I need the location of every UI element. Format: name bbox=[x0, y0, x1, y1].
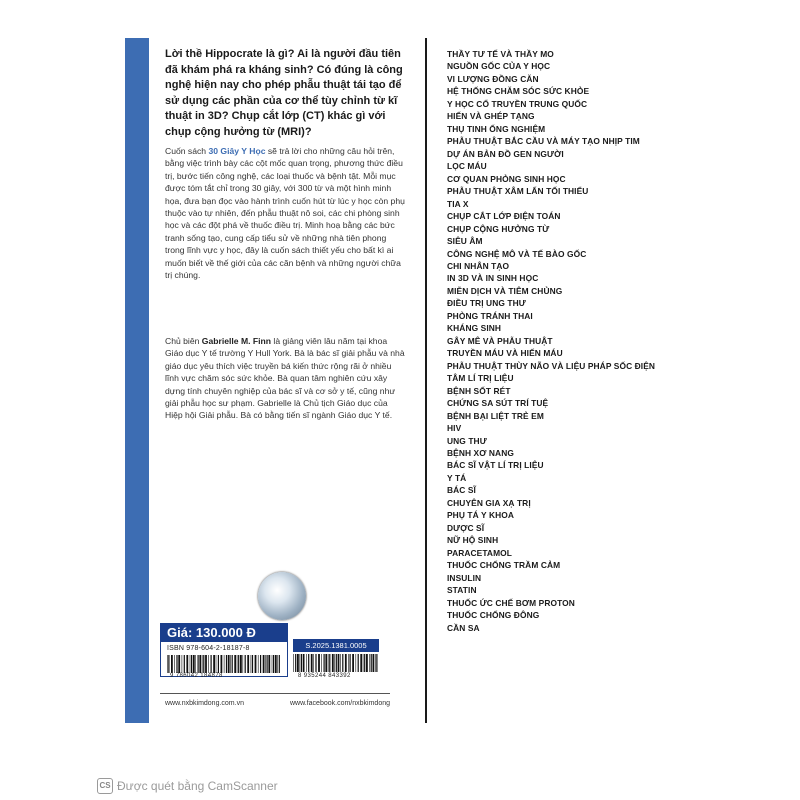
camscanner-watermark bbox=[97, 777, 278, 795]
description-lead: Cuốn sách bbox=[165, 146, 209, 156]
price-box bbox=[160, 623, 288, 677]
toc-item: SIÊU ÂM bbox=[447, 236, 483, 247]
table-of-contents bbox=[447, 48, 697, 634]
toc-item: THUỐC CHỐNG ĐÔNG bbox=[447, 610, 540, 621]
toc-item: PARACETAMOL bbox=[447, 547, 512, 558]
toc-item: HIẾN VÀ GHÉP TẠNG bbox=[447, 111, 535, 122]
isbn-barcode-digits: 9 786042 184878 bbox=[170, 673, 223, 679]
toc-item: CẦN SA bbox=[447, 622, 480, 633]
toc-item: THUỐC ỨC CHẾ BƠM PROTON bbox=[447, 597, 575, 608]
toc-item: CHỤP CỘNG HƯỞNG TỪ bbox=[447, 223, 550, 234]
toc-item: HỆ THỐNG CHĂM SÓC SỨC KHỎE bbox=[447, 86, 590, 97]
footer-divider bbox=[160, 693, 390, 694]
intro-questions: Lời thề Hippocrate là gì? Ai là người đầu tiên đã khám phá ra kháng sinh? Có đúng là công nghệ hiện nay cho phép phẫu thuật tái tạo để sử dụng các phần của cơ thể tùy chỉnh từ kĩ thuật in 3D? Chụp cắt lớp (CT) khác gì với chụp cộng hưởng từ (MRI)? bbox=[165, 48, 403, 138]
toc-item: Y TÁ bbox=[447, 472, 467, 483]
toc-item: NGUỒN GỐC CỦA Y HỌC bbox=[447, 61, 551, 72]
toc-item: PHẪU THUẬT BẮC CẦU VÀ MÁY TẠO NHỊP TIM bbox=[447, 136, 640, 147]
toc-item: TRUYỀN MÁU VÀ HIẾN MÁU bbox=[447, 348, 563, 359]
toc-item: ĐIỀU TRỊ UNG THƯ bbox=[447, 298, 526, 309]
toc-item: VI LƯỢNG ĐỒNG CĂN bbox=[447, 73, 539, 84]
toc-item: Y HỌC CỔ TRUYỀN TRUNG QUỐC bbox=[447, 98, 588, 109]
toc-item: BỆNH BẠI LIỆT TRẺ EM bbox=[447, 410, 544, 421]
author-bio-body: là giảng viên lâu năm tại khoa Giáo dục Y tế trường Y Hull York. Bà là bác sĩ giải phẫu và nhà giáo dục yêu thích việc truyền bá kiến thức rộng rãi ở nhiều lĩnh vực chăm sóc sức khỏe. Bà quan tâm nghiên cứu xây dựng tính chuyên nghiệp của bác sĩ và cơ sở y tế, cũng như giải phẫu học sư phạm. Gabrielle là Chủ tịch Giáo dục của Hiệp hội Giải phẫu. Bà có bằng tiến sĩ ngành Giáo dục Y tế. bbox=[165, 336, 405, 421]
toc-item: NỮ HỘ SINH bbox=[447, 535, 499, 546]
toc-item: BÁC SĨ VẬT LÍ TRỊ LIỆU bbox=[447, 460, 544, 471]
toc-item: TIA X bbox=[447, 198, 469, 209]
watermark-text: Được quét bằng CamScanner bbox=[117, 779, 278, 793]
toc-item: CHI NHÂN TẠO bbox=[447, 260, 510, 271]
toc-item: IN 3D VÀ IN SINH HỌC bbox=[447, 273, 539, 284]
book-description bbox=[165, 145, 405, 281]
price-label: Giá: 130.000 Đ bbox=[161, 624, 287, 642]
toc-item: THỤ TINH ỐNG NGHIỆM bbox=[447, 123, 546, 134]
toc-item: CHỤP CẮT LỚP ĐIỆN TOÁN bbox=[447, 211, 561, 222]
toc-item: CHỨNG SA SÚT TRÍ TUỆ bbox=[447, 398, 549, 409]
toc-item: TÂM LÍ TRỊ LIỆU bbox=[447, 373, 514, 384]
toc-item: THẦY TƯ TẾ VÀ THẦY MO bbox=[447, 49, 554, 59]
toc-item: CÔNG NGHỆ MÔ VÀ TẾ BÀO GỐC bbox=[447, 248, 587, 259]
toc-item: DỰ ÁN BẢN ĐỒ GEN NGƯỜI bbox=[447, 148, 564, 159]
toc-item: DƯỢC SĨ bbox=[447, 522, 485, 533]
toc-item: BỆNH XƠ NANG bbox=[447, 448, 514, 458]
publisher-website: www.nxbkimdong.com.vn bbox=[165, 700, 244, 707]
toc-item: PHẪU THUẬT XÂM LẤN TỐI THIỂU bbox=[447, 186, 589, 197]
isbn-number: ISBN 978-604-2-18187-8 bbox=[167, 645, 250, 652]
publisher-facebook: www.facebook.com/nxbkimdong bbox=[290, 700, 390, 707]
toc-item: HIV bbox=[447, 423, 462, 434]
author-bio-lead: Chủ biên bbox=[165, 336, 202, 346]
toc-item: THUỐC CHỐNG TRẦM CẢM bbox=[447, 560, 561, 571]
toc-item: LỌC MÁU bbox=[447, 161, 487, 172]
toc-item: PHẪU THUẬT THÙY NÃO VÀ LIỆU PHÁP SỐC ĐIỆN bbox=[447, 360, 656, 371]
author-bio bbox=[165, 335, 405, 422]
toc-item: UNG THƯ bbox=[447, 435, 487, 446]
toc-item: GÂY MÊ VÀ PHẪU THUẬT bbox=[447, 335, 553, 346]
toc-item: KHÁNG SINH bbox=[447, 323, 502, 334]
toc-item: BÁC SĨ bbox=[447, 485, 476, 496]
product-barcode-digits: 8 935244 843392 bbox=[298, 673, 351, 679]
book-title-highlight: 30 Giây Y Học bbox=[208, 146, 266, 156]
toc-item: STATIN bbox=[447, 585, 477, 596]
toc-item: PHỤ TÁ Y KHOA bbox=[447, 510, 515, 521]
toc-item: CƠ QUAN PHỎNG SINH HỌC bbox=[447, 173, 566, 184]
camscanner-icon: CS bbox=[97, 778, 113, 794]
toc-item: MIỄN DỊCH VÀ TIÊM CHỦNG bbox=[447, 285, 563, 296]
author-name: Gabrielle M. Finn bbox=[201, 336, 272, 346]
hologram-sticker bbox=[258, 572, 306, 620]
registration-code: S.2025.1381.0005 bbox=[293, 639, 379, 652]
product-barcode bbox=[293, 654, 379, 672]
isbn-barcode bbox=[167, 655, 281, 673]
toc-item: INSULIN bbox=[447, 572, 482, 583]
toc-item: CHUYÊN GIA XẠ TRỊ bbox=[447, 497, 531, 508]
toc-item: BỆNH SỐT RÉT bbox=[447, 385, 511, 396]
description-body: sẽ trả lời cho những câu hỏi trên, bằng việc trình bày các cột mốc quan trọng, phương thức điều trị, bước tiến công nghệ, các loại thuốc và bệnh tật. Mỗi mục được tóm tắt chỉ trong 30 giây, với 300 từ và một hình minh họa, đưa bạn đọc vào hành trình cuốn hút từ lúc y học còn phụ thuộc vào tự nhiên, đến phẫu thuật nô soi, các chi phòng sinh học và các đột phá về thuốc điều trị. Minh hoạ bằng các bức tranh sống tạo, cung cấp tiểu sử về những nhà tiên phong trong lĩnh vực y học, đây là cuốn sách thiết yếu cho bất kì ai muốn biết về thế giới của các căn bệnh và những người chữa trị chúng. bbox=[165, 146, 405, 281]
toc-item: PHÒNG TRÁNH THAI bbox=[447, 310, 533, 321]
